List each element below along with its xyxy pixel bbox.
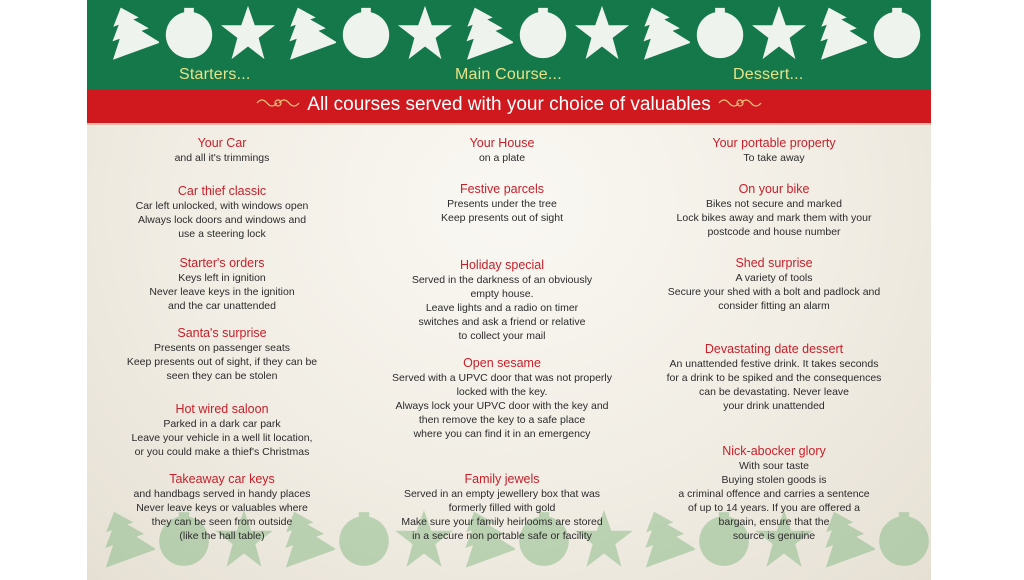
- menu-item-description: switches and ask a friend or relative: [418, 316, 586, 328]
- menu-item-description: seen they can be stolen: [166, 370, 278, 382]
- menu-item-description: or you could make a thief's Christmas: [134, 446, 310, 458]
- banner-text: All courses served with your choice of valuables: [307, 94, 711, 116]
- menu-item-description: Buying stolen goods is: [721, 474, 827, 486]
- menu-item-description: To take away: [743, 152, 805, 164]
- menu-item: [87, 256, 357, 313]
- decoration-row: [87, 4, 931, 66]
- menu-poster: [87, 0, 931, 580]
- menu-item: [367, 472, 637, 543]
- menu-item-description: Make sure your family heirlooms are stored: [401, 516, 603, 528]
- menu-item-description: a criminal offence and carries a sentence: [678, 488, 870, 500]
- menu-item-description: locked with the key.: [456, 386, 548, 398]
- menu-item-description: Presents under the tree: [447, 198, 557, 210]
- course-label-main-course: Main Course...: [455, 66, 562, 83]
- menu-item: [367, 258, 637, 343]
- menu-item-title: Shed surprise: [735, 256, 813, 270]
- menu-item: [639, 256, 909, 313]
- menu-item-title: Starter's orders: [179, 256, 265, 270]
- menu-item-title: Your portable property: [712, 136, 836, 150]
- menu-item-description: Car left unlocked, with windows open: [135, 200, 309, 212]
- menu-item: [367, 136, 637, 165]
- menu-item: [639, 444, 909, 543]
- menu-item-title: Your House: [469, 136, 535, 150]
- menu-item-description: Never leave keys in the ignition: [149, 286, 295, 298]
- menu-item-description: your drink unattended: [723, 400, 825, 412]
- menu-item: [639, 136, 909, 165]
- menu-item-title: Nick-abocker glory: [722, 444, 826, 458]
- menu-item-description: Never leave keys or valuables where: [136, 502, 308, 514]
- course-label-dessert: Dessert...: [733, 66, 804, 83]
- menu-item-title: Hot wired saloon: [175, 402, 269, 416]
- menu-item-description: Served in an empty jewellery box that was: [403, 488, 601, 500]
- menu-item-description: Leave lights and a radio on timer: [425, 302, 579, 314]
- menu-item: [87, 184, 357, 241]
- menu-item-description: formerly filled with gold: [448, 502, 556, 514]
- menu-item-description: Parked in a dark car park: [163, 418, 281, 430]
- menu-item-description: Keep presents out of sight: [441, 212, 563, 224]
- menu-item-description: for a drink to be spiked and the consequences: [666, 372, 882, 384]
- menu-item: [639, 182, 909, 239]
- menu-item: [87, 472, 357, 543]
- menu-item-description: Bikes not secure and marked: [706, 198, 842, 210]
- menu-item-description: Always lock doors and windows and: [137, 214, 307, 226]
- menu-item-description: A variety of tools: [735, 272, 813, 284]
- menu-item-title: Your Car: [197, 136, 247, 150]
- menu-item-title: Takeaway car keys: [169, 472, 275, 486]
- menu-item-description: postcode and house number: [707, 226, 841, 238]
- menu-item-description: in a secure non portable safe or facility: [412, 530, 592, 542]
- menu-item-description: source is genuine: [732, 530, 816, 542]
- menu-item-title: Family jewels: [464, 472, 540, 486]
- menu-item-description: they can be seen from outside: [151, 516, 293, 528]
- menu-item-description: and handbags served in handy places: [133, 488, 311, 500]
- banner: [87, 94, 931, 116]
- course-label-starters: Starters...: [179, 66, 251, 83]
- menu-item-description: Keep presents out of sight, if they can be: [126, 356, 318, 368]
- menu-item-description: Secure your shed with a bolt and padlock and: [667, 286, 881, 298]
- menu-item-description: Leave your vehicle in a well lit location,: [131, 432, 313, 444]
- menu-item: [639, 342, 909, 413]
- menu-item: [87, 402, 357, 459]
- menu-item-title: Devastating date dessert: [704, 342, 844, 356]
- menu-item-description: use a steering lock: [178, 228, 266, 240]
- menu-item-description: and the car unattended: [167, 300, 276, 312]
- menu-item-description: to collect your mail: [458, 330, 546, 342]
- menu-item-description: With sour taste: [738, 460, 810, 472]
- menu-item-description: Lock bikes away and mark them with your: [676, 212, 872, 224]
- flourish-icon: [255, 94, 301, 116]
- menu-item-description: of up to 14 years. If you are offered a: [688, 502, 860, 514]
- menu-item-title: Open sesame: [463, 356, 541, 370]
- menu-item-description: can be devastating. Never leave: [698, 386, 849, 398]
- menu-item-description: Keys left in ignition: [178, 272, 266, 284]
- menu-item-description: on a plate: [478, 152, 526, 164]
- flourish-icon: [717, 94, 763, 116]
- menu-item-description: Served with a UPVC door that was not properly: [391, 372, 613, 384]
- menu-item-description: and all it's trimmings: [174, 152, 270, 164]
- menu-item-description: Served in the darkness of an obviously: [411, 274, 593, 286]
- menu-item: [87, 136, 357, 165]
- menu-item-description: (like the hall table): [179, 530, 265, 542]
- menu-item-title: Festive parcels: [459, 182, 545, 196]
- menu-item: [87, 326, 357, 383]
- menu-item: [367, 182, 637, 225]
- menu-item-description: Always lock your UPVC door with the key and: [395, 400, 609, 412]
- menu-item-description: An unattended festive drink. It takes seconds: [669, 358, 879, 370]
- menu-item-title: On your bike: [738, 182, 810, 196]
- menu-item-description: bargain, ensure that the: [718, 516, 830, 528]
- menu-item-title: Holiday special: [459, 258, 545, 272]
- menu-item: [367, 356, 637, 441]
- menu-item-title: Santa's surprise: [177, 326, 267, 340]
- menu-item-title: Car thief classic: [177, 184, 267, 198]
- menu-item-description: Presents on passenger seats: [154, 342, 290, 354]
- header-band: [87, 0, 931, 90]
- menu-item-description: where you can find it in an emergency: [413, 428, 591, 440]
- menu-item-description: then remove the key to a safe place: [418, 414, 586, 426]
- menu-item-description: empty house.: [470, 288, 534, 300]
- menu-item-description: consider fitting an alarm: [718, 300, 830, 312]
